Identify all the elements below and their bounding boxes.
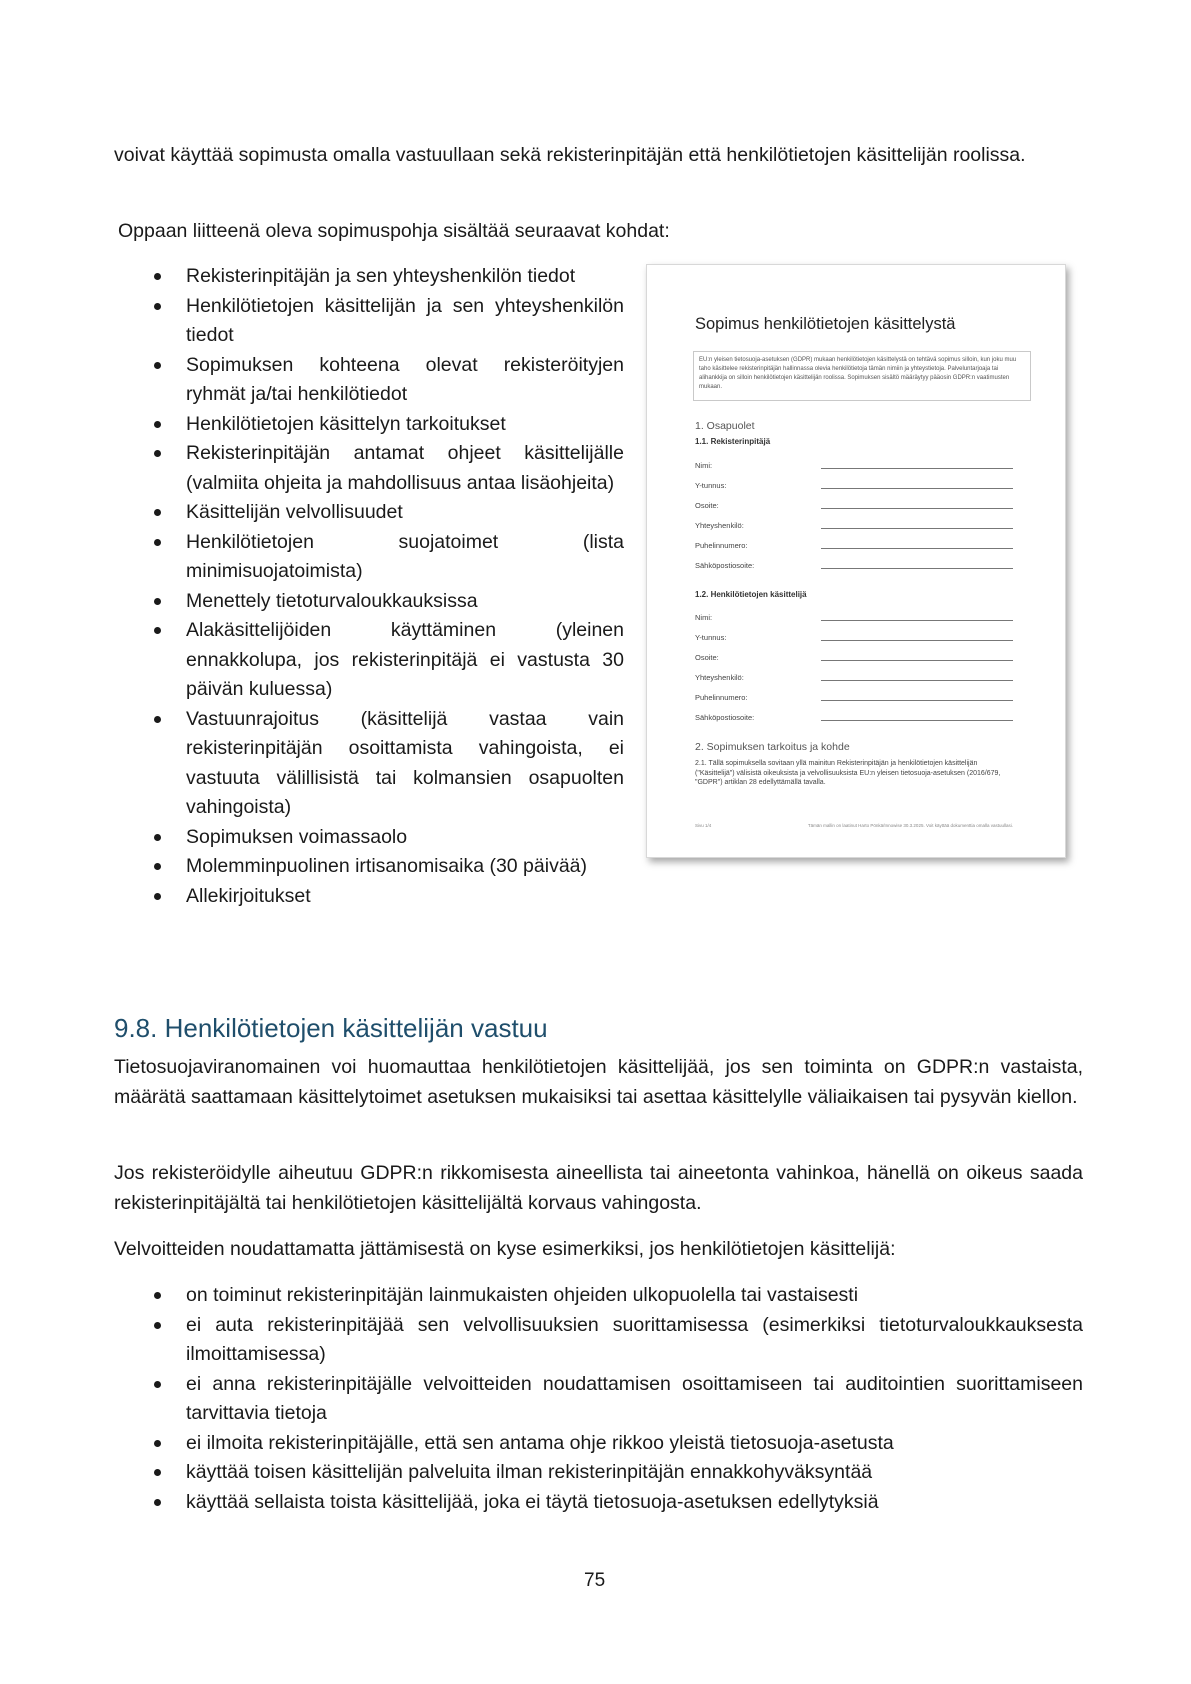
list-item: käyttää sellaista toista käsittelijää, joka ei täytä tietosuoja-asetuksen edellytyksiä bbox=[114, 1488, 1083, 1518]
thumbnail-field-row: Sähköpostiosoite: bbox=[695, 710, 1013, 722]
list-item: Sopimuksen voimassaolo bbox=[114, 823, 624, 853]
thumbnail-field-row: Nimi: bbox=[695, 610, 1013, 622]
intro-lead-paragraph: Oppaan liitteenä oleva sopimuspohja sisältää seuraavat kohdat: bbox=[118, 220, 670, 242]
thumbnail-title: Sopimus henkilötietojen käsittelystä bbox=[695, 315, 956, 333]
contract-items-list bbox=[114, 262, 624, 911]
thumbnail-field-row: Osoite: bbox=[695, 650, 1013, 662]
list-item: ei ilmoita rekisterinpitäjälle, että sen antama ohje rikkoo yleistä tietosuoja-asetusta bbox=[114, 1429, 1083, 1459]
list-item: Allekirjoitukset bbox=[114, 882, 624, 912]
thumbnail-field-row: Puhelinnumero: bbox=[695, 538, 1013, 550]
thumbnail-field-row: Puhelinnumero: bbox=[695, 690, 1013, 702]
contract-template-thumbnail bbox=[646, 264, 1066, 858]
list-item: Menettely tietoturvaloukkauksissa bbox=[114, 587, 624, 617]
thumbnail-field-row: Y-tunnus: bbox=[695, 630, 1013, 642]
list-item: Rekisterinpitäjän antamat ohjeet käsittelijälle (valmiita ohjeita ja mahdollisuus antaa lisäohjeita) bbox=[114, 439, 624, 498]
thumbnail-footer-left: Sivu 1/4 bbox=[695, 823, 712, 828]
list-item: Alakäsittelijöiden käyttäminen (yleinen ennakkolupa, jos rekisterinpitäjä ei vastusta 30 päivän kuluessa) bbox=[114, 616, 624, 705]
obligations-list bbox=[114, 1281, 1083, 1517]
list-item: Vastuunrajoitus (käsittelijä vastaa vain rekisterinpitäjän osoittamista vahingoista, ei vastuuta välillisistä tai kolmansien osapuolten vahingoista) bbox=[114, 705, 624, 823]
list-item: ei anna rekisterinpitäjälle velvoitteiden noudattamisen osoittamiseen tai auditointien suorittamiseen tarvittavia tietoja bbox=[114, 1370, 1083, 1429]
thumbnail-field-row: Nimi: bbox=[695, 458, 1013, 470]
list-item: Rekisterinpitäjän ja sen yhteyshenkilön tiedot bbox=[114, 262, 624, 292]
thumbnail-field-row: Sähköpostiosoite: bbox=[695, 558, 1013, 570]
list-item: Molemminpuolinen irtisanomisaika (30 päivää) bbox=[114, 852, 644, 882]
section-paragraph-2: Jos rekisteröidylle aiheutuu GDPR:n rikkomisesta aineellista tai aineetonta vahinkoa, hänellä on oikeus saada rekisterinpitäjältä tai henkilötietojen käsittelijältä korvaus vahingosta. bbox=[114, 1162, 1083, 1214]
intro-continuation-paragraph: voivat käyttää sopimusta omalla vastuullaan sekä rekisterinpitäjän että henkilötietojen käsittelijän roolissa. bbox=[114, 144, 1026, 166]
section-paragraph-1: Tietosuojaviranomainen voi huomauttaa henkilötietojen käsittelijää, jos sen toiminta on GDPR:n vastaista, määrätä saattamaan käsittelytoimet asetuksen mukaisiksi tai asettaa käsittelylle väliaikaisen tai pysyvän kiellon. bbox=[114, 1056, 1083, 1108]
thumbnail-section-2-text: 2.1. Tällä sopimuksella sovitaan yllä mainitun Rekisterinpitäjän ja henkilötietojen käsittelijän ("Käsittelijä") välisistä oikeuksista ja velvollisuuksista EU:n yleisen tietosuoja-asetuksen (2016/679, "GDPR") artiklan 28 edellyttämällä tavalla. bbox=[695, 760, 1001, 786]
thumbnail-field-row: Yhteyshenkilö: bbox=[695, 670, 1013, 682]
list-item: ei auta rekisterinpitäjää sen velvollisuuksien suorittamisessa (esimerkiksi tietoturvaloukkauksesta ilmoittamisessa) bbox=[114, 1311, 1083, 1370]
list-item: Sopimuksen kohteena olevat rekisteröityjen ryhmät ja/tai henkilötiedot bbox=[114, 351, 624, 410]
list-item: on toiminut rekisterinpitäjän lainmukaisten ohjeiden ulkopuolella tai vastaisesti bbox=[114, 1281, 1083, 1311]
list-item: Henkilötietojen käsittelyn tarkoitukset bbox=[114, 410, 624, 440]
thumbnail-field-row: Osoite: bbox=[695, 498, 1013, 510]
thumbnail-section-1: 1. Osapuolet bbox=[695, 420, 755, 432]
thumbnail-footer-right: Tämän mallin on laatinut Harto Pönkä/Innowise 30.3.2025. Voit käyttää dokumenttia omalla vastuullasi. bbox=[807, 823, 1013, 828]
list-item: käyttää toisen käsittelijän palveluita ilman rekisterinpitäjän ennakkohyväksyntää bbox=[114, 1458, 1083, 1488]
thumbnail-field-row: Yhteyshenkilö: bbox=[695, 518, 1013, 530]
thumbnail-party-2: 1.2. Henkilötietojen käsittelijä bbox=[695, 590, 807, 599]
page-number: 75 bbox=[584, 1570, 606, 1591]
thumbnail-intro-box: EU:n yleisen tietosuoja-asetuksen (GDPR) mukaan henkilötietojen käsittelystä on tehtävä sopimus silloin, kun joku muu taho käsittelee rekisterinpitäjän hallinnassa olevia henkilötietoja tämän nimiin ja yhteystietoja. Palveluntarjoaja tai alihankkija on silloin henkilötietojen käsittelijän roolissa. Sopimuksen sisältö määräytyy pääosin GDPR:n vaatimusten mukaan. bbox=[693, 351, 1031, 401]
thumbnail-field-row: Y-tunnus: bbox=[695, 478, 1013, 490]
list-item: Henkilötietojen käsittelijän ja sen yhteyshenkilön tiedot bbox=[114, 292, 624, 351]
list-item: Henkilötietojen suojatoimet (lista minimisuojatoimista) bbox=[114, 528, 624, 587]
section-heading: 9.8. Henkilötietojen käsittelijän vastuu bbox=[114, 1013, 548, 1043]
thumbnail-party-1: 1.1. Rekisterinpitäjä bbox=[695, 437, 771, 446]
section-paragraph-3: Velvoitteiden noudattamatta jättämisestä on kyse esimerkiksi, jos henkilötietojen käsittelijä: bbox=[114, 1238, 896, 1260]
list-item: Käsittelijän velvollisuudet bbox=[114, 498, 624, 528]
thumbnail-section-2: 2. Sopimuksen tarkoitus ja kohde bbox=[695, 741, 850, 753]
